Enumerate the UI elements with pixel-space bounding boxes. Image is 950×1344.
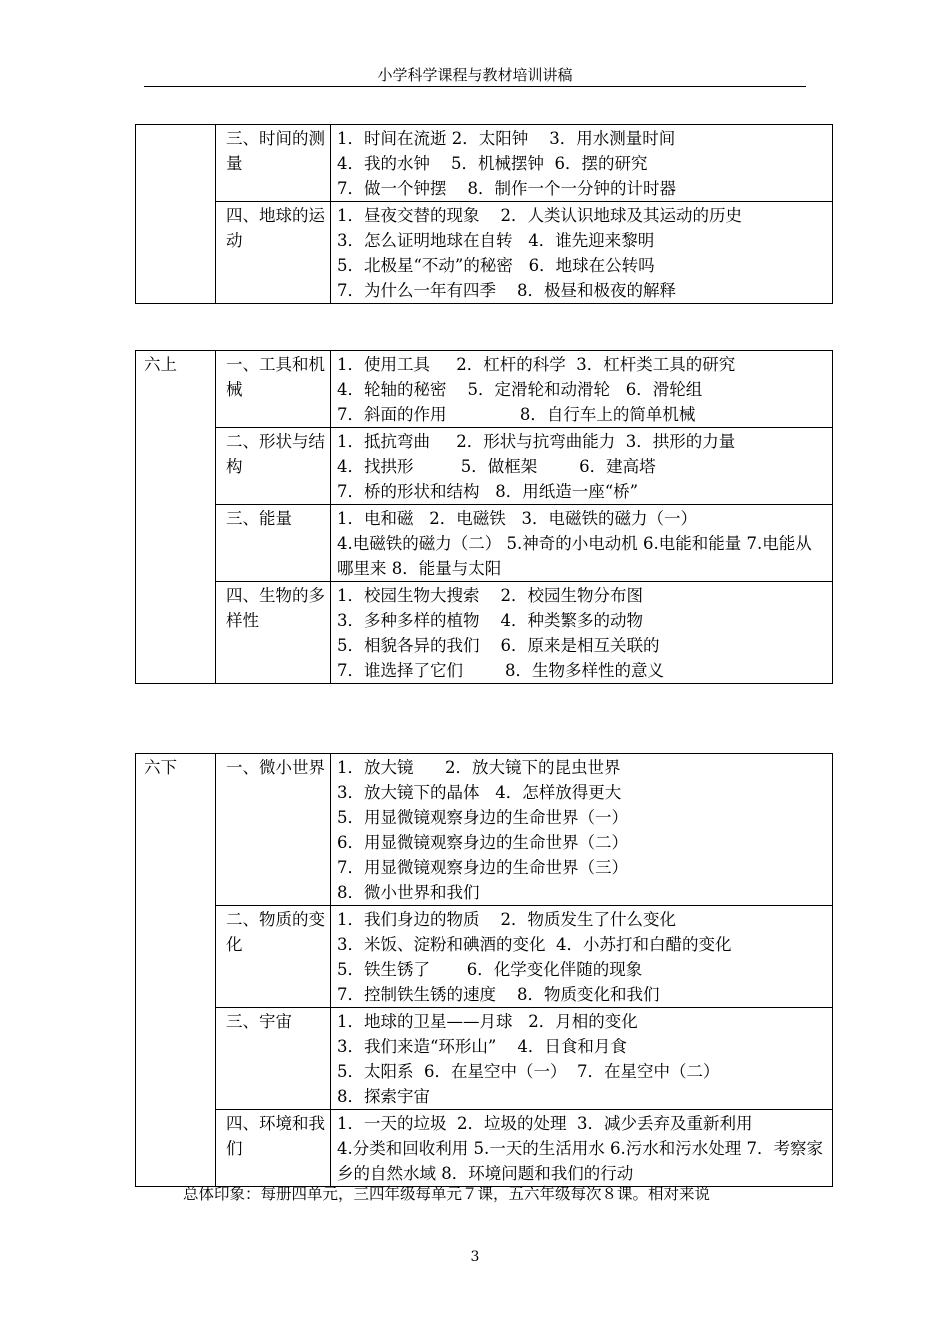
grade-cell: 六下 (136, 754, 216, 1187)
lesson-line: 1．放大镜 2．放大镜下的昆虫世界 (337, 758, 621, 777)
lesson-line: 5．相貌各异的我们 6．原来是相互关联的 (337, 636, 660, 655)
lesson-line: 1．一天的垃圾 2．垃圾的处理 3．减少丢弃及重新利用 (337, 1114, 753, 1133)
lesson-line: 1．昼夜交替的现象 2．人类认识地球及其运动的历史 (337, 206, 742, 225)
unit-name: 一、工具和机械 (216, 351, 331, 428)
lesson-line: 7．控制铁生锈的速度 8．物质变化和我们 (337, 985, 660, 1004)
lesson-line: 3．我们来造“环形山” 4．日食和月食 (337, 1037, 627, 1056)
unit-name: 四、生物的多样性 (216, 582, 331, 684)
unit-name: 四、环境和我们 (216, 1110, 331, 1187)
unit-name: 三、时间的测量 (216, 125, 331, 202)
unit-name: 一、微小世界 (216, 754, 331, 906)
lesson-line: 7．为什么一年有四季 8．极昼和极夜的解释 (337, 281, 676, 300)
table-row (136, 428, 833, 505)
lesson-table-grade6-second (135, 753, 833, 1187)
lesson-line: 7．桥的形状和结构 8．用纸造一座“桥” (337, 482, 639, 501)
lesson-line: 1．抵抗弯曲 2．形状与抗弯曲能力 3．拱形的力量 (337, 432, 736, 451)
table-row (136, 202, 833, 304)
lesson-line: 1．我们身边的物质 2．物质发生了什么变化 (337, 910, 676, 929)
table-row (136, 582, 833, 684)
lesson-line: 4．轮轴的秘密 5．定滑轮和动滑轮 6．滑轮组 (337, 380, 703, 399)
lesson-list (331, 1008, 833, 1110)
lesson-line: 8．微小世界和我们 (337, 883, 480, 902)
lesson-line: 1．使用工具 2．杠杆的科学 3．杠杆类工具的研究 (337, 355, 736, 374)
grade-cell: 六上 (136, 351, 216, 684)
lesson-line: 7．谁选择了它们 8．生物多样性的意义 (337, 661, 664, 680)
lesson-line: 7．斜面的作用 8．自行车上的简单机械 (337, 405, 696, 424)
table-row (136, 351, 833, 428)
table-row (136, 754, 833, 906)
table-row (136, 125, 833, 202)
page-number: 3 (470, 1249, 480, 1265)
lesson-line: 4．找拱形 5．做框架 6．建高塔 (337, 457, 656, 476)
lesson-line: 5．铁生锈了 6．化学变化伴随的现象 (337, 960, 643, 979)
header-title: 小学科学课程与教材培训讲稿 (377, 66, 573, 84)
lesson-line: 5．太阳系 6．在星空中（一） 7．在星空中（二） (337, 1062, 720, 1081)
lesson-list (331, 505, 833, 582)
header-rule (144, 86, 806, 87)
lesson-line: 8．探索宇宙 (337, 1087, 430, 1106)
lesson-list (331, 351, 833, 428)
summary-paragraph: 总体印象：每册四单元，三四年级每单元７课，五六年级每次８课。相对来说 (183, 1185, 711, 1203)
lesson-line: 1．时间在流逝 2．太阳钟 3．用水测量时间 (337, 129, 676, 148)
lesson-list (331, 428, 833, 505)
lesson-list (331, 125, 833, 202)
lesson-line: 1．电和磁 2．电磁铁 3．电磁铁的磁力（一） (337, 509, 697, 528)
unit-name: 三、宇宙 (216, 1008, 331, 1110)
lesson-line: 1．校园生物大搜索 2．校园生物分布图 (337, 586, 643, 605)
unit-name: 四、地球的运动 (216, 202, 331, 304)
unit-name: 二、形状与结构 (216, 428, 331, 505)
lesson-list (331, 1110, 833, 1187)
lesson-line: 3．米饭、淀粉和碘酒的变化 4．小苏打和白醋的变化 (337, 935, 732, 954)
lesson-line: 7．用显微镜观察身边的生命世界（三） (337, 858, 628, 877)
unit-name: 二、物质的变化 (216, 906, 331, 1008)
lesson-line: 4．我的水钟 5．机械摆钟 6．摆的研究 (337, 154, 648, 173)
lesson-line: 6．用显微镜观察身边的生命世界（二） (337, 833, 628, 852)
lesson-table-grade5-continued (135, 124, 833, 304)
table-row (136, 906, 833, 1008)
table-row (136, 1110, 833, 1187)
lesson-line: 3．多种多样的植物 4．种类繁多的动物 (337, 611, 643, 630)
unit-name: 三、能量 (216, 505, 331, 582)
lesson-list (331, 582, 833, 684)
lesson-line: 5．北极星“不动”的秘密 6．地球在公转吗 (337, 256, 655, 275)
lesson-line: 1．地球的卫星——月球 2．月相的变化 (337, 1012, 638, 1031)
table-row (136, 1008, 833, 1110)
lesson-line: 4.电磁铁的磁力（二） 5.神奇的小电动机 6.电能和能量 7.电能从哪里来 8．能量与太阳 (337, 534, 812, 578)
table-row (136, 505, 833, 582)
lesson-line: 3．怎么证明地球在自转 4．谁先迎来黎明 (337, 231, 655, 250)
lesson-line: 3．放大镜下的晶体 4．怎样放得更大 (337, 783, 622, 802)
lesson-line: 7．做一个钟摆 8．制作一个一分钟的计时器 (337, 179, 676, 198)
lesson-list (331, 754, 833, 906)
lesson-list (331, 202, 833, 304)
grade-cell (136, 125, 216, 304)
lesson-list (331, 906, 833, 1008)
lesson-line: 4.分类和回收利用 5.一天的生活用水 6.污水和污水处理 7．考察家乡的自然水域 8．环境问题和我们的行动 (337, 1139, 823, 1183)
lesson-table-grade6-first (135, 350, 833, 684)
lesson-line: 5．用显微镜观察身边的生命世界（一） (337, 808, 628, 827)
